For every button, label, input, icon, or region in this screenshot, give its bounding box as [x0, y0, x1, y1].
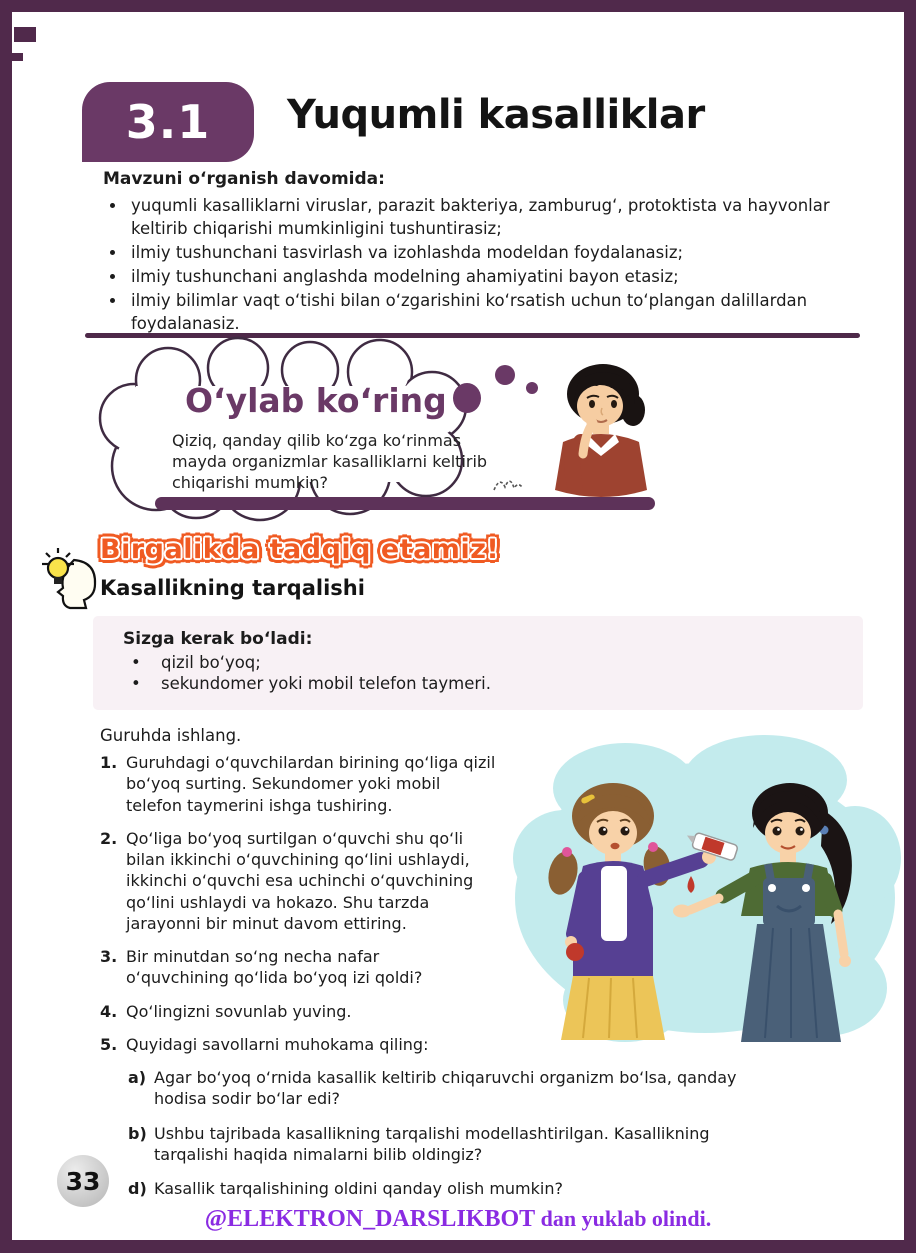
- step-number: 3.: [100, 947, 118, 967]
- objective-item: • ilmiy tushunchani anglashda modelning ahamiyatini bayon etasiz;: [127, 265, 863, 288]
- material-item: [131, 653, 863, 672]
- thought-dots: [453, 365, 538, 413]
- step-number: 2.: [100, 828, 118, 848]
- section-divider: [85, 333, 860, 338]
- discussion-question: [128, 1123, 870, 1166]
- page-frame-right: [904, 0, 916, 1253]
- bullet-dot: •: [131, 653, 141, 672]
- thinking-boy-illustration: [545, 358, 657, 508]
- objective-item: • yuqumli kasalliklarni viruslar, parazit bakteriya, zamburug‘, protoktista va hayvonlar keltirib chiqarishi mumkinligini tushuntirasiz;: [127, 194, 863, 240]
- step-text: Quyidagi savollarni muhokama qiling:: [126, 1034, 429, 1054]
- question-text: Agar bo‘yoq o‘rnida kasallik keltirib chiqaruvchi organizm bo‘lsa, qanday hodisa sodir bo‘lar edi?: [154, 1068, 737, 1109]
- think-heading: O‘ylab ko‘ring: [185, 381, 447, 420]
- investigate-banner: Birgalikda tadqiq etamiz!: [100, 534, 500, 565]
- step-number: 5.: [100, 1034, 118, 1054]
- ink-smudge: [486, 468, 530, 500]
- question-letter: a): [128, 1068, 147, 1088]
- material-text: qizil bo‘yoq;: [161, 653, 261, 672]
- question-text: Kasallik tarqalishining oldini qanday olish mumkin?: [154, 1179, 563, 1199]
- think-question: Qiziq, qanday qilib ko‘zga ko‘rinmas mayda organizmlar kasalliklarni keltirib chiqarishi mumkin?: [172, 431, 488, 493]
- step-text: Bir minutdan so‘ng necha nafar o‘quvchining qo‘lida bo‘yoq izi qoldi?: [126, 947, 423, 988]
- step-text: Guruhdagi o‘quvchilardan birining qo‘liga qizil bo‘yoq surting. Sekundomer yoki mobil telefon taymerini ishga tushiring.: [126, 753, 496, 815]
- activity-step: [100, 946, 870, 989]
- discussion-question: [128, 1178, 870, 1199]
- question-letter: d): [128, 1179, 147, 1199]
- bullet-dot: •: [131, 674, 141, 693]
- material-text: sekundomer yoki mobil telefon taymeri.: [161, 674, 491, 693]
- group-note: Guruhda ishlang.: [100, 726, 242, 745]
- activity-step: [100, 1034, 870, 1055]
- footer-bot-name: @ELEKTRON_DARSLIKBOT: [204, 1206, 536, 1232]
- footer-watermark: [0, 1206, 916, 1233]
- page-frame-left: [0, 0, 12, 1253]
- page-number: 33: [65, 1166, 101, 1196]
- step-text: Qo‘liga bo‘yoq surtilgan o‘quvchi shu qo‘li bilan ikkinchi o‘quvchining qo‘lini ushlaydi, ikkinchi o‘quvchi esa uchinchi o‘quvchining qo‘lini ushlaydi va hokazo. Shu tarzda jarayonni bir minut davom ettiring.: [126, 828, 474, 933]
- question-text: Ushbu tajribada kasallikning tarqalishi modellashtirilgan. Kasallikning tarqalishi haqida nimalarni bilib oldingiz?: [154, 1123, 710, 1164]
- discussion-question: [128, 1067, 870, 1110]
- objective-item: • ilmiy tushunchani tasvirlash va izohlashda modeldan foydalanasiz;: [127, 241, 863, 264]
- footer-note: dan yuklab olindi.: [535, 1206, 712, 1231]
- activity-step: [100, 752, 870, 816]
- step-number: 4.: [100, 1001, 118, 1021]
- scan-artifact: [10, 53, 23, 61]
- activity-steps: [100, 752, 870, 1213]
- activity-step: [100, 1001, 870, 1022]
- activity-step: [100, 828, 870, 934]
- materials-box: [93, 616, 863, 710]
- page-frame-bottom: [0, 1240, 916, 1253]
- page-number-badge: [57, 1155, 109, 1207]
- activity-title: Kasallikning tarqalishi: [100, 576, 365, 600]
- step-number: 1.: [100, 753, 118, 772]
- section-number: 3.1: [125, 95, 211, 149]
- question-letter: b): [128, 1123, 147, 1143]
- objectives-block: [103, 168, 863, 336]
- section-number-box: [82, 82, 254, 162]
- material-item: [131, 674, 863, 693]
- objective-item: • ilmiy bilimlar vaqt o‘tishi bilan o‘zgarishini ko‘rsatish uchun to‘plangan dalillardan foydalanasiz.: [127, 289, 863, 335]
- page-title: Yuqumli kasalliklar: [287, 92, 705, 138]
- scan-artifact: [14, 27, 36, 42]
- discussion-questions: [128, 1067, 870, 1199]
- think-together-icon: [40, 546, 98, 610]
- page-frame-top: [0, 0, 916, 12]
- materials-heading: Sizga kerak bo‘ladi:: [123, 629, 313, 649]
- step-text: Qo‘lingizni sovunlab yuving.: [126, 1001, 352, 1021]
- objectives-heading: Mavzuni o‘rganish davomida:: [103, 169, 385, 189]
- objectives-list: [103, 194, 863, 336]
